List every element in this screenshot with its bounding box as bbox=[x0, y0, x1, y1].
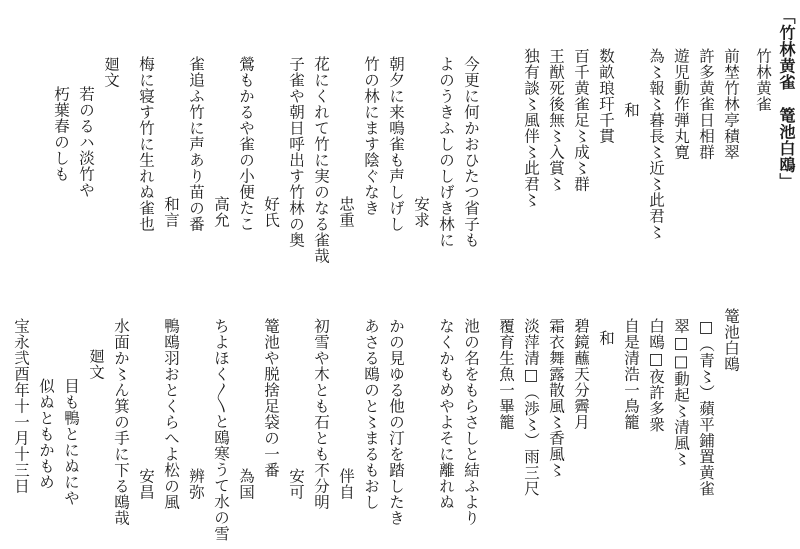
text-column: 廻文 bbox=[87, 348, 105, 380]
text-column: 朝夕に来鳴雀も声しげし bbox=[387, 56, 405, 232]
text-column: 花にくれて竹に実のなる雀哉 bbox=[312, 56, 330, 264]
text-column: 朽葉春のしも bbox=[52, 86, 70, 182]
text-column: 宝永弐酉年十一月十三日 bbox=[12, 318, 30, 494]
text-column: 淡萍清□（渉〻）雨三尺 bbox=[522, 318, 540, 497]
text-column: 伴自 bbox=[337, 468, 355, 500]
text-column: 竹林黄雀 bbox=[754, 48, 772, 112]
text-column: かの見ゆる他の汀を踏したき bbox=[387, 318, 405, 526]
document-header: 「竹林黄雀 篭池白鴎」 bbox=[777, 8, 796, 190]
text-column: 水面か〻ん箕の手に下る鴎哉 bbox=[112, 318, 130, 526]
text-column: 王猷死後無〻入賞〻 bbox=[547, 48, 565, 192]
text-column: 遊児動作弾丸寛 bbox=[672, 48, 690, 160]
text-column: 篭池や脱捨足袋の一番 bbox=[262, 318, 280, 478]
text-column: 池の名をもらさしと結ふより bbox=[462, 318, 480, 526]
text-column: 若のるハ淡竹や bbox=[77, 86, 95, 198]
text-column: 篭池白鴎 bbox=[722, 308, 740, 372]
text-column: 梅に寝す竹に生れぬ雀也 bbox=[137, 56, 155, 232]
text-column: あさる鴎のと〻まるもおし bbox=[362, 318, 380, 510]
text-column: ちよほく〳〵と鴎寒うて水の雪 bbox=[212, 318, 230, 542]
text-column: なくかもめやよそに離れぬ bbox=[437, 318, 455, 510]
text-column: 今更に何かおひたつ省子も bbox=[462, 56, 480, 248]
text-column: □（青〻）蘋平鋪置黄雀 bbox=[697, 318, 715, 497]
text-column: 雀追ふ竹に声あり苗の番 bbox=[187, 56, 205, 232]
text-column: 和 bbox=[597, 330, 615, 346]
text-column: 子雀や朝日呼出す竹林の奥 bbox=[287, 56, 305, 248]
text-column: 百千黄雀足〻成〻群 bbox=[572, 48, 590, 192]
text-column: 安可 bbox=[287, 468, 305, 500]
text-column: 安求 bbox=[412, 196, 430, 228]
text-column: 翠□□動起〻清風〻 bbox=[672, 318, 690, 467]
text-column: 和言 bbox=[162, 196, 180, 228]
text-column: 初雪や木とも石とも不分明 bbox=[312, 318, 330, 510]
text-column: 独有談〻風伴〻此君〻 bbox=[522, 48, 540, 208]
text-column: 好氏 bbox=[262, 196, 280, 228]
text-column: 数畝琅玕千貫 bbox=[597, 48, 615, 144]
text-column: 和 bbox=[622, 102, 640, 118]
text-column: 高允 bbox=[212, 196, 230, 228]
text-column: 白鴎□夜許多衆 bbox=[647, 318, 665, 433]
text-column: 似ぬともかもめ bbox=[37, 378, 55, 490]
text-column: 鴨鴎羽おとくらへよ松の風 bbox=[162, 318, 180, 510]
text-column: 辨弥 bbox=[187, 468, 205, 500]
text-column: 霜衣舞露散風〻香風〻 bbox=[547, 318, 565, 478]
text-column: 許多黄雀日相群 bbox=[697, 48, 715, 160]
text-column: 廻文 bbox=[102, 56, 120, 88]
text-column: 前埜竹林亭積翠 bbox=[722, 48, 740, 160]
text-column: よのうきふしのしげき林に bbox=[437, 56, 455, 248]
text-column: 覆育生魚一畢籠 bbox=[497, 318, 515, 430]
text-column: 安昌 bbox=[137, 468, 155, 500]
text-column: 為〻報〻暮長〻近〻此君〻 bbox=[647, 48, 665, 240]
text-column: 碧鏡蘸天分霽月 bbox=[572, 318, 590, 430]
text-column: 鶯もかるや雀の小便たこ bbox=[237, 56, 255, 232]
text-column: 自是清浩一鳥籠 bbox=[622, 318, 640, 430]
text-column: 竹の林にます陰ぐなき bbox=[362, 56, 380, 216]
text-column: 為国 bbox=[237, 468, 255, 500]
text-column: 忠重 bbox=[337, 196, 355, 228]
text-column: 目も鴨とにぬにや bbox=[62, 378, 80, 506]
